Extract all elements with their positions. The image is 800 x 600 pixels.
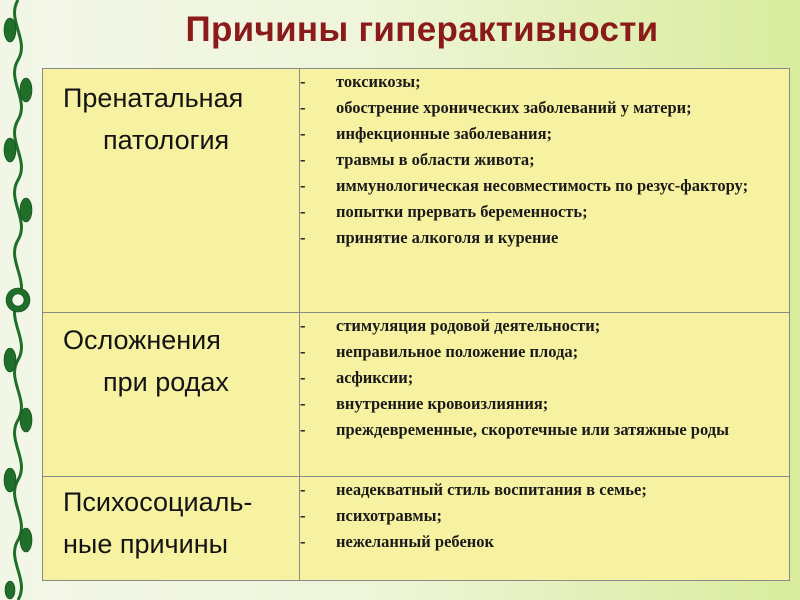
list-item: - асфиксии; bbox=[300, 365, 789, 391]
list-item: - неадекватный стиль воспитания в семье; bbox=[300, 477, 789, 503]
list-item: - внутренние кровоизлияния; bbox=[300, 391, 789, 417]
causes-table bbox=[42, 68, 790, 581]
list-item: - нежеланный ребенок bbox=[300, 529, 789, 555]
list-item: - токсикозы; bbox=[300, 69, 789, 95]
cause-label: ные причины bbox=[63, 529, 229, 559]
list-item: - психотравмы; bbox=[300, 503, 789, 529]
cause-label: при родах bbox=[103, 367, 229, 397]
list-item: - иммунологическая несовместимость по резус-фактору; bbox=[300, 173, 789, 199]
table-row bbox=[43, 477, 790, 581]
items-cell bbox=[300, 477, 790, 581]
decorative-ornament bbox=[0, 0, 36, 600]
items-list bbox=[300, 69, 789, 251]
cause-cell bbox=[43, 477, 300, 581]
cause-label: патология bbox=[103, 125, 230, 155]
cause-label: Психосоциаль- bbox=[63, 487, 253, 517]
list-item: - травмы в области живота; bbox=[300, 147, 789, 173]
cause-cell bbox=[43, 313, 300, 477]
cause-cell bbox=[43, 69, 300, 313]
list-item: - неправильное положение плода; bbox=[300, 339, 789, 365]
list-item: - инфекционные заболевания; bbox=[300, 121, 789, 147]
cause-label: Пренатальная bbox=[63, 83, 244, 113]
cause-label: Осложнения bbox=[63, 325, 221, 355]
items-list bbox=[300, 313, 789, 443]
table-row bbox=[43, 69, 790, 313]
items-list bbox=[300, 477, 789, 555]
list-item: - принятие алкоголя и курение bbox=[300, 225, 789, 251]
items-cell bbox=[300, 313, 790, 477]
list-item: - стимуляция родовой деятельности; bbox=[300, 313, 789, 339]
list-item: - обострение хронических заболеваний у матери; bbox=[300, 95, 789, 121]
list-item: - преждевременные, скоротечные или затяжные роды bbox=[300, 417, 789, 443]
page-title: Причины гиперактивности bbox=[185, 10, 659, 49]
list-item: - попытки прервать беременность; bbox=[300, 199, 789, 225]
items-cell bbox=[300, 69, 790, 313]
table-row bbox=[43, 313, 790, 477]
